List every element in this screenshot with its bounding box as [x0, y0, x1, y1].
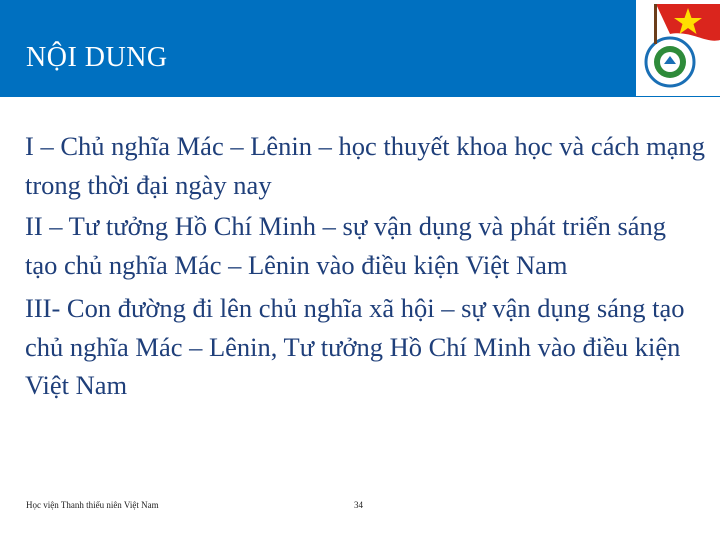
footer-organization: Học viện Thanh thiếu niên Việt Nam	[26, 500, 159, 510]
header-bar	[0, 0, 720, 97]
list-item: I – Chủ nghĩa Mác – Lênin – học thuyết khoa học và cách mạng trong thời đại ngày nay	[25, 131, 705, 200]
content-list	[25, 127, 705, 405]
list-item: II – Tư tưởng Hồ Chí Minh – sự vận dụng và phát triển sáng tạo chủ nghĩa Mác – Lênin vào điều kiện Việt Nam	[25, 211, 667, 280]
page-number: 34	[354, 500, 363, 510]
slide-title: NỘI DUNG	[26, 42, 168, 73]
youth-union-emblem-icon	[636, 0, 720, 96]
list-item: III- Con đường đi lên chủ nghĩa xã hội – sự vận dụng sáng tạo chủ nghĩa Mác – Lênin, Tư tưởng Hồ Chí Minh vào điều kiện Việt Nam	[25, 293, 685, 400]
